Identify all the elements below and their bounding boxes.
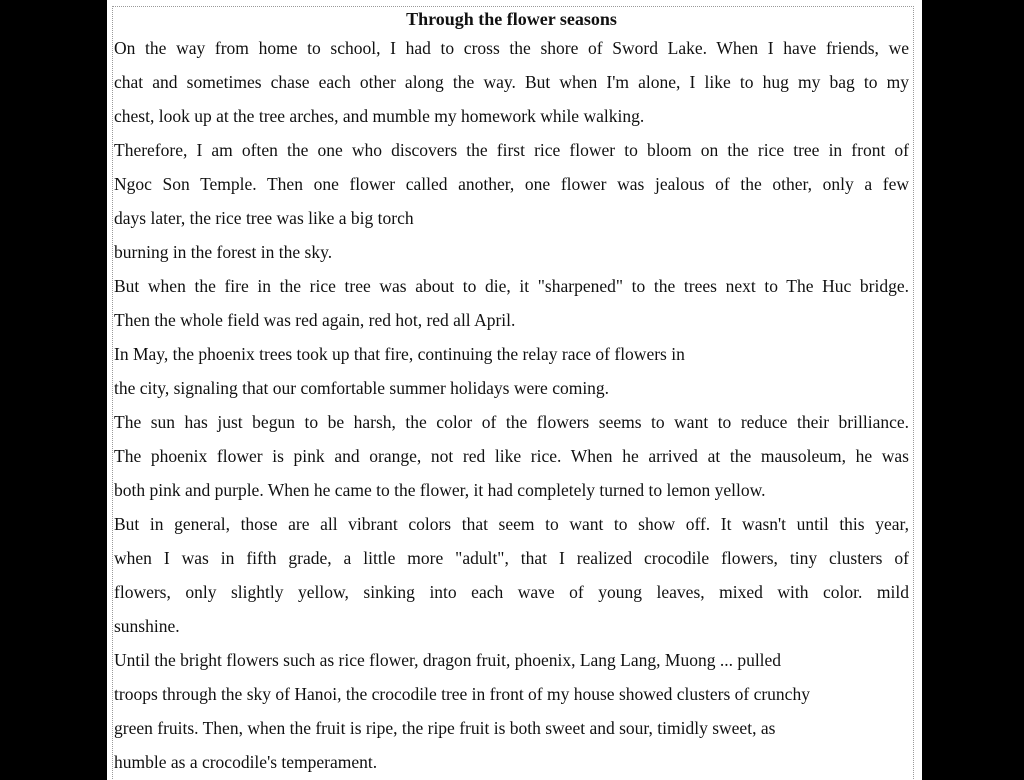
paragraph-line: humble as a crocodile's temperament. (114, 752, 378, 772)
paragraph-line: when I was in fifth grade, a little more "adult", that I realized crocodile flowers, tiny clusters of (114, 548, 909, 568)
paragraph-line: But when the fire in the rice tree was about to die, it "sharpened" to the trees next to The Huc bridge. (114, 276, 909, 296)
paragraph-line: In May, the phoenix trees took up that fire, continuing the relay race of flowers in (114, 344, 685, 364)
paragraph-line: the city, signaling that our comfortable summer holidays were coming. (114, 378, 610, 398)
paragraph-line: green fruits. Then, when the fruit is ripe, the ripe fruit is both sweet and sour, timidly sweet, as (114, 718, 776, 738)
paragraph-line: The phoenix flower is pink and orange, not red like rice. When he arrived at the mausoleum, he was (114, 446, 909, 466)
paragraph-line: Ngoc Son Temple. Then one flower called another, one flower was jealous of the other, only a few (114, 174, 909, 194)
text-area-boundary[interactable] (112, 6, 914, 780)
document-title: Through the flower seasons (406, 9, 617, 29)
paragraph-line: both pink and purple. When he came to the flower, it had completely turned to lemon yellow. (114, 480, 766, 500)
paragraph-line: chat and sometimes chase each other along the way. But when I'm alone, I like to hug my bag to my (114, 72, 909, 92)
paragraph-line: troops through the sky of Hanoi, the crocodile tree in front of my house showed clusters of crunchy (114, 684, 810, 704)
paragraph-line: But in general, those are all vibrant colors that seem to want to show off. It wasn't until this year, (114, 514, 909, 534)
paragraph-line: sunshine. (114, 616, 180, 636)
paragraph-line: The sun has just begun to be harsh, the color of the flowers seems to want to reduce their brilliance. (114, 412, 909, 432)
document-page (107, 0, 922, 780)
paragraph-line: days later, the rice tree was like a big torch (114, 208, 414, 228)
document-content (114, 7, 909, 779)
paragraph-line: flowers, only slightly yellow, sinking into each wave of young leaves, mixed with color. mild (114, 582, 909, 602)
paragraph-line: Therefore, I am often the one who discovers the first rice flower to bloom on the rice tree in front of (114, 140, 909, 160)
paragraph-line: Until the bright flowers such as rice flower, dragon fruit, phoenix, Lang Lang, Muong ... pulled (114, 650, 782, 670)
paragraph-line: chest, look up at the tree arches, and mumble my homework while walking. (114, 106, 645, 126)
paragraph-line: burning in the forest in the sky. (114, 242, 333, 262)
paragraph-line: Then the whole field was red again, red hot, red all April. (114, 310, 516, 330)
paragraph-line: On the way from home to school, I had to cross the shore of Sword Lake. When I have friends, we (114, 38, 909, 58)
